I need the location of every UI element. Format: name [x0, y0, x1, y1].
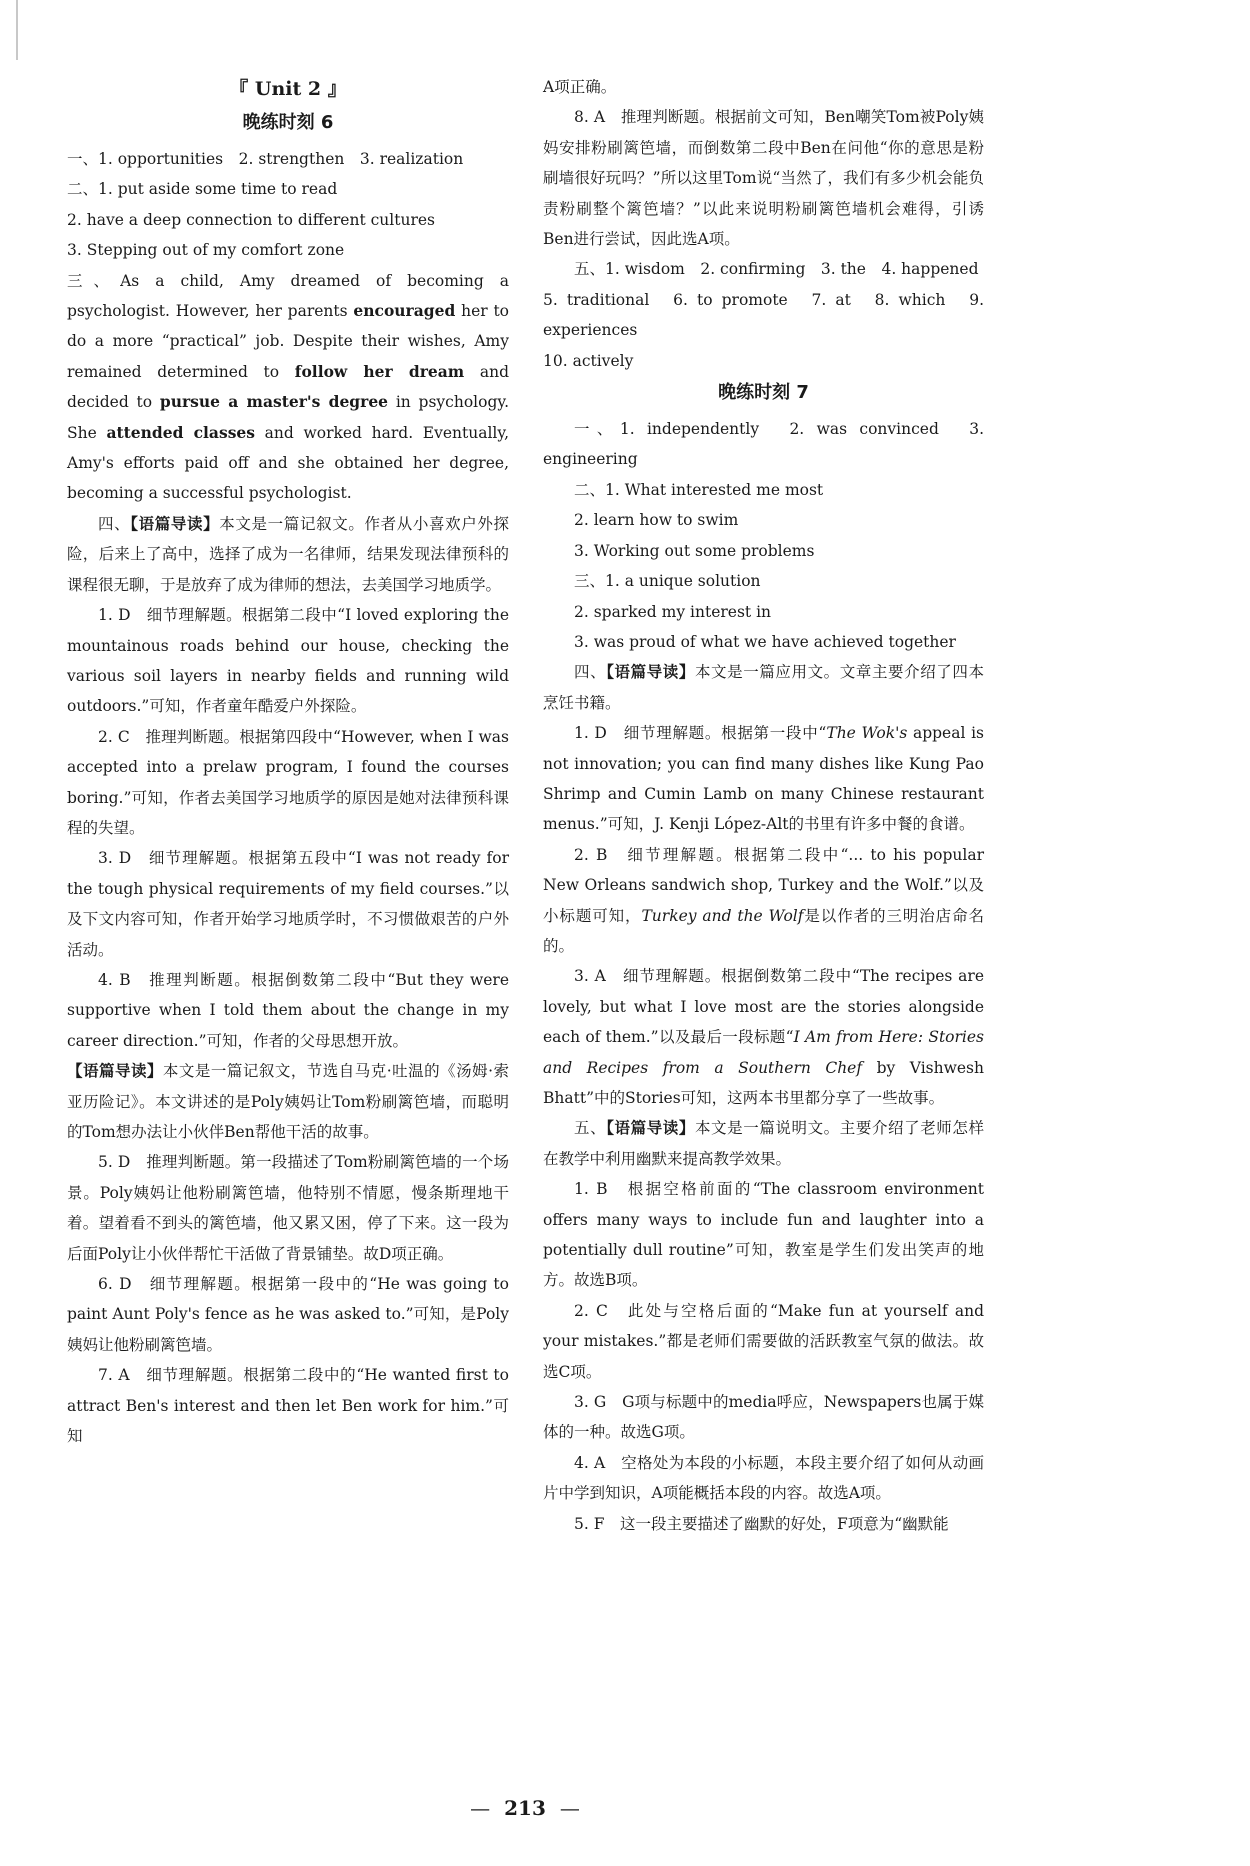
part2-answer-1: 二、1. put aside some time to read [67, 180, 338, 199]
part5-answers-b: 5. traditional 6. to promote 7. at 8. which 9. experiences [543, 290, 984, 340]
part3-passage [67, 266, 509, 509]
s7-a3-text-a: 3. A 细节理解题。根据倒数第二段中“The recipes are lovely, but what I love most are the stories alongside each of them.”以及最后一段标题“ [543, 967, 984, 1047]
s7-part3-1: 三、1. a unique solution [574, 572, 761, 591]
page-number [0, 1796, 1050, 1820]
part3-text-f: and worked hard. Eventually, Amy's efforts paid off and she obtained her degree, becoming a successful psychologist. [67, 423, 509, 503]
s7-answer-1 [543, 718, 984, 840]
guide-tag: 【语篇导读】 [130, 514, 220, 533]
s7-part2-2: 2. learn how to swim [574, 511, 739, 530]
section-title-7: 晚练时刻 7 [718, 382, 809, 404]
answer-4: 4. B 推理判断题。根据倒数第二段中“But they were supportive when I told them about the change in my career direction.”可知，作者的父母思想开放。 [67, 970, 509, 1050]
answer-6: 6. D 细节理解题。根据第一段中的“He was going to paint Aunt Poly's fence as he was asked to.”可知，是Poly姨妈让他粉刷篱笆墙。 [67, 1275, 509, 1354]
s7-part5-guide [543, 1113, 984, 1174]
answer-2: 2. C 推理判断题。根据第四段中“However, when I was accepted into a prelaw program, I found the courses boring.”可知，作者去美国学习地质学的原因是她对法律预科课程的失望。 [67, 727, 509, 837]
part2-answer-3: 3. Stepping out of my comfort zone [67, 241, 345, 260]
s7-p5-answer-5: 5. F 这一段主要描述了幽默的好处，F项意为“幽默能 [574, 1514, 949, 1533]
s7-guide-text: 本文是一篇应用文。文章主要介绍了四本烹饪书籍。 [543, 663, 984, 712]
s7-a2-italic: Turkey and the Wolf [641, 906, 804, 925]
answer-1: 1. D 细节理解题。根据第二段中“I loved exploring the mountainous roads behind our house, checking the various soil layers in nearby fields and running wild outdoors.”可知，作者童年酷爱户外探险。 [67, 606, 509, 716]
part3-bold-3: pursue a master's degree [159, 392, 389, 412]
part3-bold-2: follow her dream [294, 361, 465, 381]
section-title-6: 晚练时刻 6 [242, 112, 334, 133]
s7-a1-text-a: 1. D 细节理解题。根据第一段中“ [574, 724, 827, 743]
part3-text-d: and decided to [67, 362, 509, 412]
page-number-dash-right: — [559, 1796, 580, 1820]
s7-answer-2 [543, 840, 984, 962]
s7-a2-text-b: 是以作者的三明治店命名的。 [543, 906, 984, 955]
part3-bold-4: attended classes [106, 422, 256, 442]
part3-bold-1: encouraged [353, 301, 456, 321]
s7-p5-answer-1: 1. B 根据空格前面的“The classroom environment offers many ways to include fun and laughter into a potentially dull routine”可知，教室是学生们发出笑声的地方。故选B项。 [543, 1180, 984, 1290]
page-edge-mark [16, 0, 18, 60]
page-number-value: 213 [504, 1796, 546, 1820]
guide-2-text: 本文是一篇记叙文，节选自马克·吐温的《汤姆·索亚历险记》。本文讲述的是Poly姨妈让Tom粉刷篱笆墙，而聪明的Tom想办法让小伙伴Ben帮他干活的故事。 [67, 1062, 509, 1141]
s7-part3-2: 2. sparked my interest in [574, 602, 772, 621]
s7-a3-italic: I Am from Here: Stories and Recipes from a Southern Chef [543, 1028, 984, 1077]
page-number-dash-left: — [470, 1796, 491, 1820]
part4-guide [67, 509, 509, 600]
part5-answers-a: 五、1. wisdom 2. confirming 3. the 4. happened [574, 260, 979, 279]
s7-a1-text-b: appeal is not innovation; you can find many dishes like Kung Pao Shrimp and Cumin Lamb on many Chinese restaurant menus.”可知，J. Kenji López-Alt的书里有许多中餐的食谱。 [543, 724, 984, 834]
s7-p5-answer-2: 2. C 此处与空格后面的“Make fun at yourself and your mistakes.”都是老师们需要做的活跃教室气氛的做法。故选C项。 [543, 1301, 984, 1381]
s7-part2-3: 3. Working out some problems [574, 541, 815, 560]
s7-part5-text: 本文是一篇说明文。主要介绍了老师怎样在教学中利用幽默来提高教学效果。 [543, 1119, 984, 1168]
part4-prefix: 四、 [98, 514, 131, 533]
right-column [543, 72, 984, 1539]
s7-part1: 一、1. independently 2. was convinced 3. engineering [543, 420, 984, 469]
part2-answer-2: 2. have a deep connection to different cultures [67, 210, 435, 229]
part1-answers: 一、1. opportunities 2. strengthen 3. realization [67, 150, 464, 168]
s7-a2-text-a: 2. B 细节理解题。根据第二段中“... to his popular New Orleans sandwich shop, Turkey and the Wolf.”以及小标题可知， [543, 845, 984, 925]
s7-part3-3: 3. was proud of what we have achieved together [574, 632, 956, 651]
s7-p5-answer-3: 3. G G项与标题中的media呼应，Newspapers也属于媒体的一种。故选G项。 [543, 1393, 984, 1442]
s7-part4-prefix: 四、 [574, 663, 607, 682]
s7-part4-guide [543, 657, 984, 718]
answer-8: 8. A 推理判断题。根据前文可知，Ben嘲笑Tom被Poly姨妈安排粉刷篱笆墙，而倒数第二段中Ben在问他“你的意思是粉刷墙很好玩吗？”所以这里Tom说“当然了，我们有多少机会能负责粉刷整个篱笆墙？”以此来说明粉刷篱笆墙机会难得，引诱Ben进行尝试，因此选A项。 [543, 108, 984, 249]
s7-p5-answer-4: 4. A 空格处为本段的小标题，本段主要介绍了如何从动画片中学到知识，A项能概括本段的内容。故选A项。 [543, 1453, 984, 1503]
s7-guide-tag: 【语篇导读】 [606, 663, 695, 682]
answer-5: 5. D 推理判断题。第一段描述了Tom粉刷篱笆墙的一个场景。Poly姨妈让他粉刷篱笆墙，他特别不情愿，慢条斯理地干着。望着看不到头的篱笆墙，他又累又困，停了下来。这一段为后面Poly让小伙伴帮忙干活做了背景铺垫。故D项正确。 [67, 1153, 509, 1263]
s7-answer-3 [543, 961, 984, 1113]
part3-text-c: her to do a more “practical” job. Despite their wishes, Amy remained determined to [67, 302, 510, 381]
answer-7-cont: A项正确。 [543, 78, 617, 96]
s7-part2-1: 二、1. What interested me most [574, 480, 824, 499]
part3-text-a: 三、As a child, Amy dreamed of becoming a psychologist. However, her parents [67, 271, 509, 321]
answer-3: 3. D 细节理解题。根据第五段中“I was not ready for the tough physical requirements of my field courses.”以及下文内容可知，作者开始学习地质学时，不习惯做艰苦的户外活动。 [67, 849, 509, 959]
s7-a1-italic: The Wok's [826, 724, 908, 743]
part3-text-e: in psychology. She [67, 393, 510, 442]
s7-part5-prefix: 五、 [574, 1119, 607, 1138]
guide-2-tag: 【语篇导读】 [67, 1062, 163, 1081]
answer-7: 7. A 细节理解题。根据第二段中的“He wanted first to attract Ben's interest and then let Ben work for him.”可知 [67, 1366, 509, 1446]
guide-2 [67, 1056, 509, 1147]
s7-part5-tag: 【语篇导读】 [606, 1119, 695, 1138]
guide-text: 本文是一篇记叙文。作者从小喜欢户外探险，后来上了高中，选择了成为一名律师，结果发现法律预科的课程很无聊，于是放弃了成为律师的想法，去美国学习地质学。 [67, 514, 509, 594]
left-column [67, 72, 509, 1451]
unit-title: 『 Unit 2 』 [229, 78, 347, 100]
part5-answers-c: 10. actively [543, 351, 634, 370]
s7-a3-text-b: by Vishwesh Bhatt”中的Stories可知，这两本书里都分享了一些故事。 [543, 1058, 984, 1107]
